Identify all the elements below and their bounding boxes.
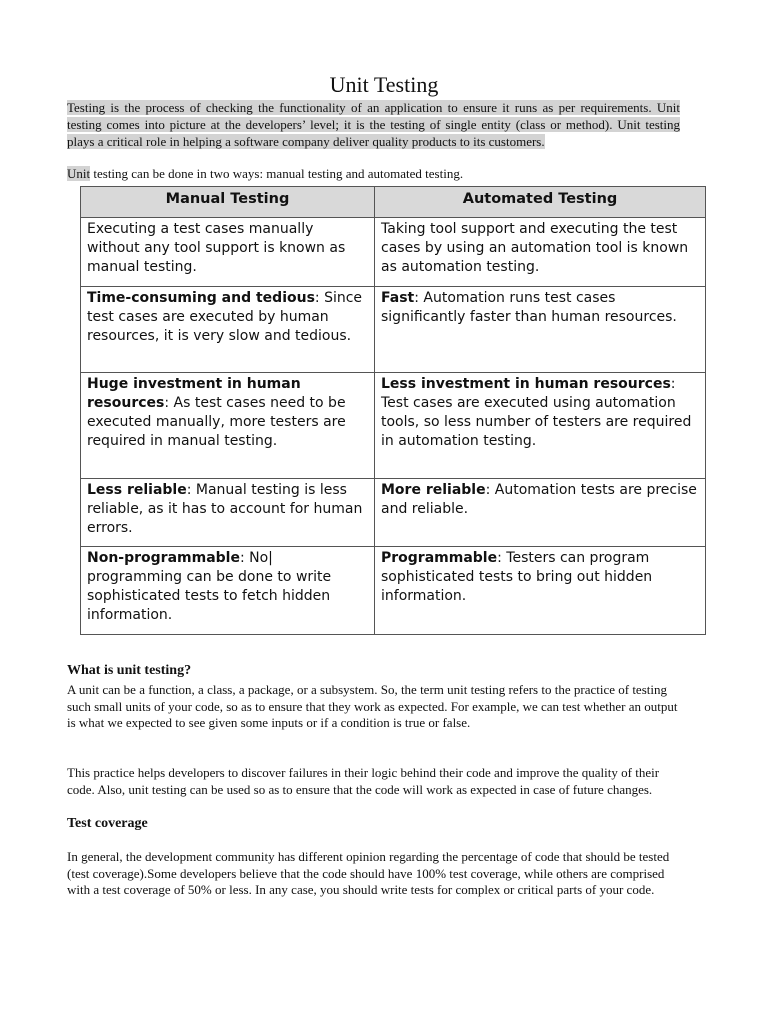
automated-cell <box>375 287 706 373</box>
table-row <box>81 218 706 287</box>
table-row <box>81 287 706 373</box>
header-automated-testing: Automated Testing <box>375 187 706 218</box>
manual-cell <box>81 373 375 479</box>
comparison-table <box>80 186 706 635</box>
table-header-row <box>81 187 706 218</box>
manual-cell <box>81 218 375 287</box>
automated-cell-text: : Testers can program sophisticated tests to bring out hidden information. <box>381 550 653 604</box>
automated-cell-text: : Test cases are executed using automation tools, so less number of testers are required in automation testing. <box>381 376 692 449</box>
automated-cell-bold: Programmable <box>381 550 498 566</box>
test-coverage-paragraph: In general, the development community has different opinion regarding the percentage of code that should be tested (test coverage).Some developers believe that the code should have 100% test coverage, while others are comprised with a test coverage of 50% or less. In any case, you should write tests for complex or critical parts of your code. <box>67 849 670 897</box>
automated-cell <box>375 479 706 547</box>
test-coverage-heading: Test coverage <box>67 816 148 831</box>
automated-cell <box>375 373 706 479</box>
manual-cell-bold: Time-consuming and tedious <box>87 290 315 306</box>
automated-cell <box>375 547 706 635</box>
what-is-paragraph-2: This practice helps developers to discover failures in their logic behind their code and improve the quality of their code. Also, unit testing can be used so as to ensure that the code will work as expected in case of future changes. <box>67 765 660 797</box>
what-is-paragraph-1: A unit can be a function, a class, a package, or a subsystem. So, the term unit testing refers to the practice of testing such small units of your code, so as to ensure that they work as expected. For example, we can test whether an output is what we expected to see given some inputs or if a condition is true or false. <box>67 682 678 730</box>
header-manual-testing: Manual Testing <box>81 187 375 218</box>
table-row <box>81 373 706 479</box>
manual-cell-bold: Non-programmable <box>87 550 240 566</box>
manual-cell-text: : Since test cases are executed by human resources, it is very slow and tedious. <box>87 290 363 344</box>
page-title: Unit Testing <box>329 72 439 97</box>
manual-cell-bold: Huge investment in human resources <box>87 376 301 411</box>
testing-ways-highlight: Unit <box>67 166 91 181</box>
intro-paragraph <box>67 99 680 150</box>
automated-cell-text: Taking tool support and executing the test cases by using an automation tool is known as automation testing. <box>381 221 689 275</box>
what-is-unit-testing-heading: What is unit testing? <box>67 663 192 678</box>
table-row <box>81 479 706 547</box>
manual-cell-text: : As test cases need to be executed manually, more testers are required in manual testing. <box>87 395 346 449</box>
manual-cell-text: Executing a test cases manually without any tool support is known as manual testing. <box>87 221 346 275</box>
automated-cell-text: : Automation tests are precise and reliable. <box>381 482 697 517</box>
manual-cell-text: : Manual testing is less reliable, as it has to account for human errors. <box>87 482 363 536</box>
manual-cell <box>81 287 375 373</box>
manual-cell-bold: Less reliable <box>87 482 187 498</box>
manual-cell <box>81 547 375 635</box>
manual-cell <box>81 479 375 547</box>
automated-cell-bold: More reliable <box>381 482 486 498</box>
automated-cell-text: : Automation runs test cases significantly faster than human resources. <box>381 290 677 325</box>
automated-cell-bold: Fast <box>381 290 415 306</box>
manual-cell-text: : No| programming can be done to write sophisticated tests to fetch hidden information. <box>87 550 332 623</box>
intro-highlighted-text: Testing is the process of checking the functionality of an application to ensure it runs as per requirements. Unit testing comes into picture at the developers’ level; it is the testing of single entity (class or method). Unit testing plays a critical role in helping a software company deliver quality products to its customers. <box>67 100 680 149</box>
table-row <box>81 547 706 635</box>
automated-cell <box>375 218 706 287</box>
testing-ways-text: testing can be done in two ways: manual testing and automated testing. <box>90 166 464 181</box>
testing-ways-line <box>67 165 680 182</box>
automated-cell-bold: Less investment in human resources <box>381 376 671 392</box>
